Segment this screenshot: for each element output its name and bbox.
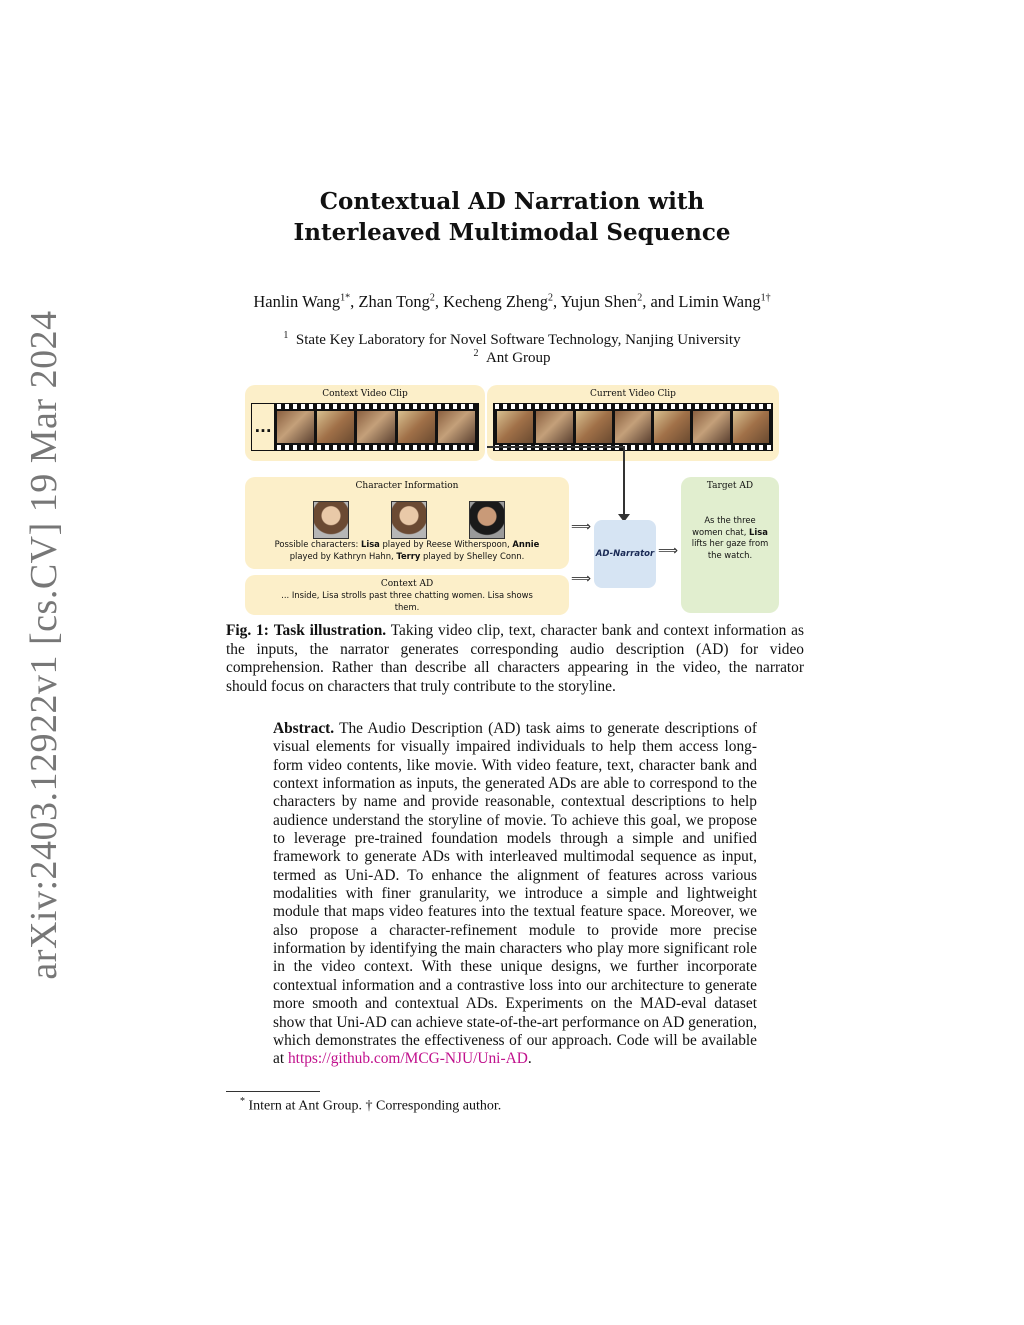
author-sup: 2: [548, 292, 553, 304]
author-list: Hanlin Wang$^{1*}$, Zhan Tong$^2$, Kecheng Zheng$^2$, Yujun Shen$^2$, and Limin Wang$^{1\dagger}$: [253, 292, 771, 311]
author-name: Hanlin Wang: [253, 292, 341, 311]
character-portrait-annie: [391, 501, 427, 539]
down-arrow: [623, 446, 625, 516]
context-ad-panel: [245, 575, 569, 615]
caption-label: Fig. 1:: [226, 622, 269, 639]
current-clip-label: Current Video Clip: [590, 389, 676, 399]
character-info-label: Character Information: [355, 481, 459, 491]
author-name: Limin Wang: [678, 292, 761, 311]
ellipsis: ...: [251, 403, 275, 451]
connector-line: [487, 446, 625, 448]
character-portrait-terry: [469, 501, 505, 539]
character-description: Possible characters: Lisa played by Reese Witherspoon, Annie played by Kathryn Hahn, Terry played by Shelley Conn.: [274, 539, 540, 561]
abstract: Abstract. The Audio Description (AD) task aims to generate descriptions of visual elements for visually impaired individuals to help them access long-form video contents, like movie. With video feature, text, character bank and context information as inputs, the generated ADs are able to correspond to the characters by name and provide reasonable, contextual descriptions to help audience understand the storyline of movie. To achieve this goal, we propose to leverage pre-trained foundation models through a simple and unified framework to generate ADs with interleaved multimodal sequence as input, termed as Uni-AD. To enhance the alignment of features across various modalities with finer granularity, we introduce a simple and lightweight module that maps video features into the textual feature space. Moreover, we also propose a character-refinement module to provide more precise information by identifying the main characters who play more significant role in the video context. With these unique designs, we further incorporate contextual information and a contrastive loss into our architecture to generate more smooth and contextual ADs. Experiments on the MAD-eval dataset show that Uni-AD can achieve state-of-the-art performance on AD generation, which demonstrates the effectiveness of our approach. Code will be available at https://github.com/MCG-NJU/Uni-AD.: [273, 720, 757, 1068]
arxiv-id: arXiv:2403.12922v1 [cs.CV] 19 Mar 2024: [23, 310, 65, 980]
footnote: * Intern at Ant Group. † Corresponding author.: [240, 1096, 502, 1114]
right-arrow-icon: ⟹: [571, 571, 592, 587]
target-ad-text: As the three women chat, Lisa lifts her gaze from the watch.: [691, 515, 769, 560]
current-filmstrip: [493, 403, 773, 451]
author-sup: 1*: [340, 292, 351, 304]
paper-title: [0, 186, 1024, 248]
target-ad-label: Target AD: [706, 481, 754, 491]
affiliation-1: $^1$ State Key Laboratory for Novel Software Technology, Nanjing University: [283, 330, 741, 348]
author-name: Yujun Shen: [560, 292, 638, 311]
figure-caption: [226, 622, 804, 696]
character-portrait-lisa: [313, 501, 349, 539]
context-ad-label: Context AD: [380, 579, 434, 589]
context-clip-label: Context Video Clip: [322, 389, 408, 399]
abstract-label: Abstract.: [273, 720, 335, 737]
author-sup: 1†: [760, 292, 771, 304]
author-sup: 2: [429, 292, 435, 304]
task-illustration-figure: [245, 385, 785, 617]
title-line-2: Interleaved Multimodal Sequence: [293, 219, 731, 246]
code-link[interactable]: https://github.com/MCG-NJU/Uni-AD: [287, 1050, 528, 1068]
right-arrow-icon: ⟹: [658, 543, 679, 559]
caption-text: Taking video clip, text, character bank and context information as the inputs, the narrator generates corresponding audio description (AD) for video comprehension. Rather than describe all characters appearing in the video, the narrator should focus on characters that truly contribute to the storyline.: [226, 622, 804, 695]
footnote-rule: [226, 1091, 320, 1092]
arxiv-sidebar: [14, 310, 74, 980]
caption-heading: Task illustration.: [273, 622, 387, 639]
ad-narrator-box: AD-Narrator: [594, 520, 656, 588]
author-name: Zhan Tong: [358, 292, 430, 311]
current-clip-panel: [487, 385, 779, 461]
author-name: Kecheng Zheng: [443, 292, 548, 311]
context-ad-text: ... Inside, Lisa strolls past three chatting women. Lisa shows them.: [281, 590, 533, 612]
target-ad-panel: [681, 477, 779, 613]
author-sup: 2: [637, 292, 643, 304]
context-filmstrip: [251, 403, 479, 451]
title-line-1: Contextual AD Narration with: [319, 188, 705, 215]
context-clip-panel: [245, 385, 485, 461]
abstract-text: The Audio Description (AD) task aims to generate descriptions of visual elements for visually impaired individuals to help them access long-form video contents, like movie. With video feature, text, character bank and context information as inputs, the generated ADs are able to correspond to the characters by name and provide reasonable, contextual descriptions to help audience understand the storyline of movie. To achieve this goal, we propose to leverage pre-trained foundation models through a simple and unified framework to generate ADs with interleaved multimodal sequence as input, termed as Uni-AD. To enhance the alignment of features across various modalities with finer granularity, we introduce a simple and lightweight module that maps video features into the textual feature space. Moreover, we also propose a character-refinement module to provide more precise information by identifying the main characters who play more significant role in the video context. With these unique designs, we further incorporate contextual information and a contrastive loss into our architecture to generate more smooth and contextual ADs. Experiments on the MAD-eval dataset show that Uni-AD can achieve state-of-the-art performance on AD generation, which demonstrates the effectiveness of our approach. Code will be available at: [273, 720, 757, 1068]
affiliation-2: $^2$ Ant Group: [473, 348, 551, 366]
character-info-panel: [245, 477, 569, 569]
right-arrow-icon: ⟹: [571, 519, 592, 535]
